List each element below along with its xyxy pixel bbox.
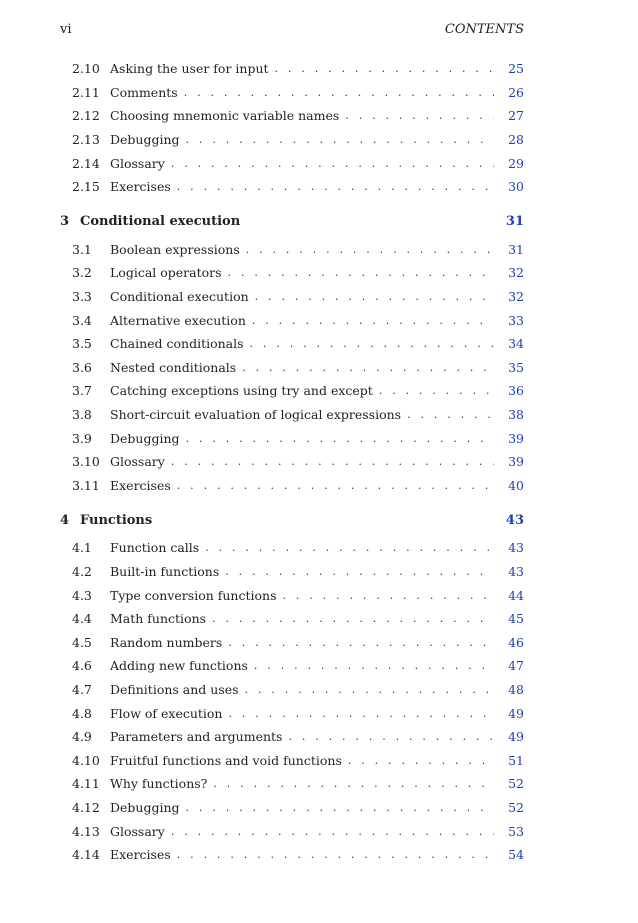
dot-leader <box>205 541 494 554</box>
section-page-link[interactable]: 34 <box>508 336 524 352</box>
toc-entry[interactable] <box>60 261 524 285</box>
section-page-link[interactable]: 38 <box>508 407 524 423</box>
toc-entry[interactable] <box>60 238 524 262</box>
chapter-title: Functions <box>80 512 153 528</box>
section-number: 4.8 <box>72 705 92 721</box>
section-number: 4.2 <box>72 563 92 579</box>
section-title: Comments <box>110 85 184 100</box>
dot-leader <box>212 612 494 625</box>
section-title: Conditional execution <box>110 289 255 304</box>
section-title: Definitions and uses <box>110 682 245 697</box>
section-number: 4.11 <box>72 776 100 792</box>
section-number: 3.6 <box>72 359 92 375</box>
section-title: Debugging <box>110 800 186 815</box>
chapter-heading-3[interactable] <box>60 210 524 234</box>
section-number: 4.10 <box>72 752 100 768</box>
section-number: 2.15 <box>72 179 100 195</box>
toc-entry[interactable] <box>60 843 524 867</box>
dot-leader <box>186 432 494 445</box>
section-title: Why functions? <box>110 776 213 791</box>
section-page-link[interactable]: 39 <box>508 430 524 446</box>
section-group-chapter-4 <box>60 536 524 866</box>
section-number: 3.8 <box>72 407 92 423</box>
section-number: 4.3 <box>72 587 92 603</box>
section-title: Exercises <box>110 847 177 862</box>
section-number: 2.10 <box>72 61 100 77</box>
section-page-link[interactable]: 28 <box>508 132 524 148</box>
page-number: vi <box>60 22 72 37</box>
section-page-link[interactable]: 49 <box>508 729 524 745</box>
section-title: Built-in functions <box>110 564 225 579</box>
section-number: 3.5 <box>72 336 92 352</box>
toc-entry[interactable] <box>60 474 524 498</box>
section-page-link[interactable]: 49 <box>508 705 524 721</box>
dot-leader <box>245 683 494 696</box>
section-page-link[interactable]: 44 <box>508 587 524 603</box>
toc-entry[interactable] <box>60 308 524 332</box>
section-number: 3.2 <box>72 265 92 281</box>
section-page-link[interactable]: 32 <box>508 265 524 281</box>
section-page-link[interactable]: 27 <box>508 108 524 124</box>
toc-entry[interactable] <box>60 104 524 128</box>
section-title: Function calls <box>110 540 205 555</box>
toc-entry[interactable] <box>60 607 524 631</box>
dot-leader <box>184 86 494 99</box>
toc-entry[interactable] <box>60 819 524 843</box>
section-page-link[interactable]: 32 <box>508 289 524 305</box>
toc-entry[interactable] <box>60 748 524 772</box>
section-number: 4.6 <box>72 658 92 674</box>
section-page-link[interactable]: 52 <box>508 799 524 815</box>
toc-entry[interactable] <box>60 81 524 105</box>
section-title: Boolean expressions <box>110 242 246 257</box>
toc-entry[interactable] <box>60 128 524 152</box>
section-title: Debugging <box>110 132 186 147</box>
dot-leader <box>177 479 494 492</box>
toc-entry[interactable] <box>60 426 524 450</box>
dot-leader <box>252 314 494 327</box>
dot-leader <box>407 408 494 421</box>
section-number: 3.3 <box>72 289 92 305</box>
toc-entry[interactable] <box>60 403 524 427</box>
section-group-chapter-3 <box>60 238 524 498</box>
section-page-link[interactable]: 25 <box>508 61 524 77</box>
toc-entry[interactable] <box>60 379 524 403</box>
section-title: Exercises <box>110 478 177 493</box>
dot-leader <box>171 455 494 468</box>
section-number: 3.7 <box>72 383 92 399</box>
section-page-link[interactable]: 29 <box>508 155 524 171</box>
section-number: 4.1 <box>72 540 92 556</box>
toc-entry[interactable] <box>60 725 524 749</box>
section-title: Chained conditionals <box>110 336 250 351</box>
toc-entry[interactable] <box>60 285 524 309</box>
dot-leader <box>186 133 494 146</box>
toc-entry[interactable] <box>60 796 524 820</box>
running-title: CONTENTS <box>444 22 524 37</box>
section-title: Glossary <box>110 454 171 469</box>
dot-leader <box>177 180 494 193</box>
section-number: 4.13 <box>72 823 100 839</box>
section-page-link[interactable]: 46 <box>508 634 524 650</box>
dot-leader <box>379 384 494 397</box>
chapter-heading-4[interactable] <box>60 508 524 532</box>
section-title: Flow of execution <box>110 706 229 721</box>
section-title: Exercises <box>110 179 177 194</box>
dot-leader <box>275 62 494 75</box>
section-page-link[interactable]: 53 <box>508 823 524 839</box>
section-title: Short-circuit evaluation of logical expressions <box>110 407 407 422</box>
dot-leader <box>171 825 494 838</box>
section-number: 4.9 <box>72 729 92 745</box>
chapter-title: Conditional execution <box>80 214 241 230</box>
dot-leader <box>254 659 494 672</box>
section-group-chapter-2 <box>60 57 524 199</box>
page-header <box>60 22 524 40</box>
section-page-link[interactable]: 43 <box>508 540 524 556</box>
chapter-page-link[interactable]: 43 <box>505 512 524 528</box>
toc-entry[interactable] <box>60 654 524 678</box>
section-title: Catching exceptions using try and except <box>110 383 379 398</box>
dot-leader <box>242 361 494 374</box>
toc-entry[interactable] <box>60 332 524 356</box>
toc-entry[interactable] <box>60 678 524 702</box>
dot-leader <box>225 565 494 578</box>
section-title: Choosing mnemonic variable names <box>110 108 345 123</box>
section-title: Glossary <box>110 824 171 839</box>
chapter-number: 3 <box>60 214 70 230</box>
dot-leader <box>229 707 495 720</box>
section-title: Random numbers <box>110 635 228 650</box>
section-number: 2.12 <box>72 108 100 124</box>
toc-entry[interactable] <box>60 701 524 725</box>
toc-entry[interactable] <box>60 772 524 796</box>
section-page-link[interactable]: 52 <box>508 776 524 792</box>
toc-entry[interactable] <box>60 175 524 199</box>
table-of-contents <box>60 57 524 866</box>
section-title: Alternative execution <box>110 313 252 328</box>
section-page-link[interactable]: 26 <box>508 84 524 100</box>
section-number: 3.9 <box>72 430 92 446</box>
dot-leader <box>177 848 494 861</box>
section-title: Asking the user for input <box>110 61 275 76</box>
dot-leader <box>283 589 495 602</box>
dot-leader <box>255 290 494 303</box>
dot-leader <box>213 777 494 790</box>
section-number: 2.14 <box>72 155 100 171</box>
toc-entry[interactable] <box>60 151 524 175</box>
section-number: 3.11 <box>72 477 100 493</box>
section-page-link[interactable]: 31 <box>508 241 524 257</box>
section-page-link[interactable]: 48 <box>508 681 524 697</box>
dot-leader <box>171 157 494 170</box>
dot-leader <box>186 801 494 814</box>
section-page-link[interactable]: 40 <box>508 477 524 493</box>
toc-entry[interactable] <box>60 536 524 560</box>
section-page-link[interactable]: 51 <box>508 752 524 768</box>
section-title: Glossary <box>110 156 171 171</box>
section-page-link[interactable]: 47 <box>508 658 524 674</box>
section-title: Math functions <box>110 611 212 626</box>
section-title: Fruitful functions and void functions <box>110 753 348 768</box>
toc-entry[interactable] <box>60 450 524 474</box>
section-number: 3.10 <box>72 454 100 470</box>
dot-leader <box>348 754 494 767</box>
chapter-page-link[interactable]: 31 <box>505 214 524 230</box>
section-page-link[interactable]: 30 <box>508 179 524 195</box>
section-number: 4.14 <box>72 847 100 863</box>
section-number: 2.11 <box>72 84 100 100</box>
dot-leader <box>250 337 494 350</box>
toc-entry[interactable] <box>60 560 524 584</box>
section-title: Adding new functions <box>110 658 254 673</box>
section-number: 4.7 <box>72 681 92 697</box>
dot-leader <box>345 109 494 122</box>
dot-leader <box>228 636 494 649</box>
section-page-link[interactable]: 33 <box>508 312 524 328</box>
toc-entry[interactable] <box>60 583 524 607</box>
section-page-link[interactable]: 39 <box>508 454 524 470</box>
section-title: Debugging <box>110 431 186 446</box>
section-page-link[interactable]: 45 <box>508 611 524 627</box>
toc-entry[interactable] <box>60 630 524 654</box>
section-title: Parameters and arguments <box>110 729 288 744</box>
section-page-link[interactable]: 43 <box>508 563 524 579</box>
section-number: 3.1 <box>72 241 92 257</box>
dot-leader <box>288 730 494 743</box>
section-page-link[interactable]: 54 <box>508 847 524 863</box>
dot-leader <box>228 266 494 279</box>
section-number: 4.12 <box>72 799 100 815</box>
section-title: Nested conditionals <box>110 360 242 375</box>
section-page-link[interactable]: 36 <box>508 383 524 399</box>
section-number: 2.13 <box>72 132 100 148</box>
section-page-link[interactable]: 35 <box>508 359 524 375</box>
dot-leader <box>246 243 494 256</box>
chapter-number: 4 <box>60 512 70 528</box>
section-title: Type conversion functions <box>110 588 283 603</box>
toc-entry[interactable] <box>60 356 524 380</box>
section-number: 4.5 <box>72 634 92 650</box>
section-number: 4.4 <box>72 611 92 627</box>
toc-entry[interactable] <box>60 57 524 81</box>
section-title: Logical operators <box>110 265 228 280</box>
section-number: 3.4 <box>72 312 92 328</box>
